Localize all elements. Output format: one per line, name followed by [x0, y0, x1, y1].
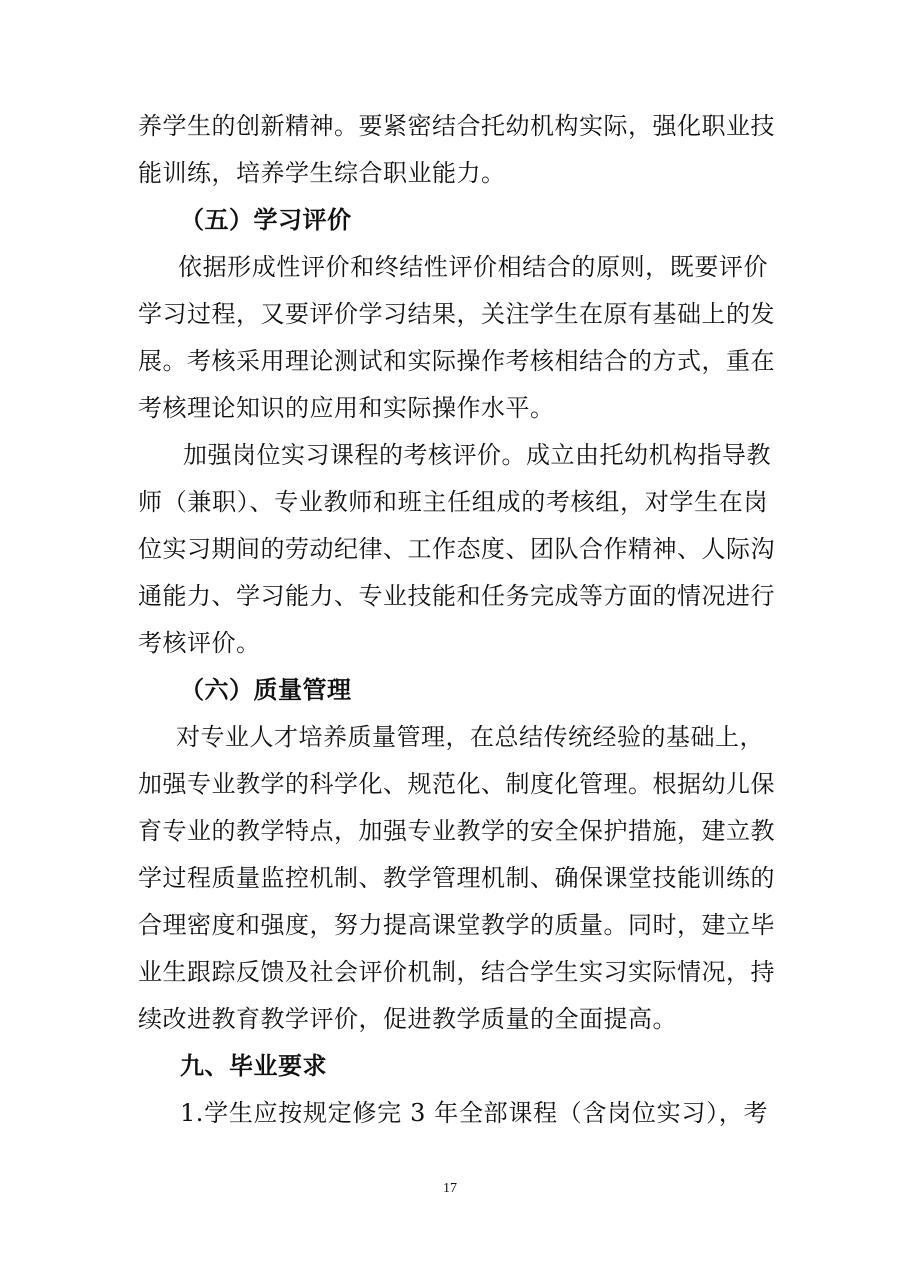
body-text-line: 对专业人才培养质量管理，在总结传统经验的基础上，	[176, 723, 764, 751]
body-text-line: 师（兼职）、专业教师和班主任组成的考核组，对学生在岗	[138, 488, 768, 516]
section-heading-learning-evaluation: （五）学习评价	[180, 206, 352, 234]
body-text-line: 依据形成性评价和终结性评价相结合的原则，既要评价	[178, 253, 768, 281]
body-text-line: 合理密度和强度，努力提高课堂教学的质量。同时，建立毕	[138, 911, 775, 939]
section-heading-graduation-requirements: 九、毕业要求	[180, 1052, 327, 1080]
body-text-line: 通能力、学习能力、专业技能和任务完成等方面的情况进行	[138, 582, 775, 610]
body-text-line: 续改进教育教学评价，促进教学质量的全面提高。	[138, 1005, 677, 1033]
body-text-line: 考核理论知识的应用和实际操作水平。	[138, 394, 555, 422]
body-text-line: 加强专业教学的科学化、规范化、制度化管理。根据幼儿保	[138, 770, 775, 798]
body-text-line: 考核评价。	[138, 629, 261, 657]
body-text-line: 学过程质量监控机制、教学管理机制、确保课堂技能训练的	[138, 864, 775, 892]
page-number: 17	[443, 1181, 457, 1196]
body-text-line: 能训练，培养学生综合职业能力。	[138, 159, 506, 187]
body-text-line: 育专业的教学特点，加强专业教学的安全保护措施，建立教	[138, 817, 775, 845]
body-text-line: 展。考核采用理论测试和实际操作考核相结合的方式，重在	[138, 347, 775, 375]
body-text-line: 业生跟踪反馈及社会评价机制，结合学生实习实际情况，持	[138, 958, 775, 986]
body-text-line: 1.学生应按规定修完 3 年全部课程（含岗位实习），考	[180, 1099, 768, 1127]
section-heading-quality-management: （六）质量管理	[180, 676, 352, 704]
body-text-line: 养学生的创新精神。要紧密结合托幼机构实际，强化职业技	[138, 112, 775, 140]
body-text-line: 位实习期间的劳动纪律、工作态度、团队合作精神、人际沟	[138, 535, 775, 563]
body-text-line: 加强岗位实习课程的考核评价。成立由托幼机构指导教	[183, 441, 771, 469]
body-text-line: 学习过程，又要评价学习结果，关注学生在原有基础上的发	[138, 300, 775, 328]
